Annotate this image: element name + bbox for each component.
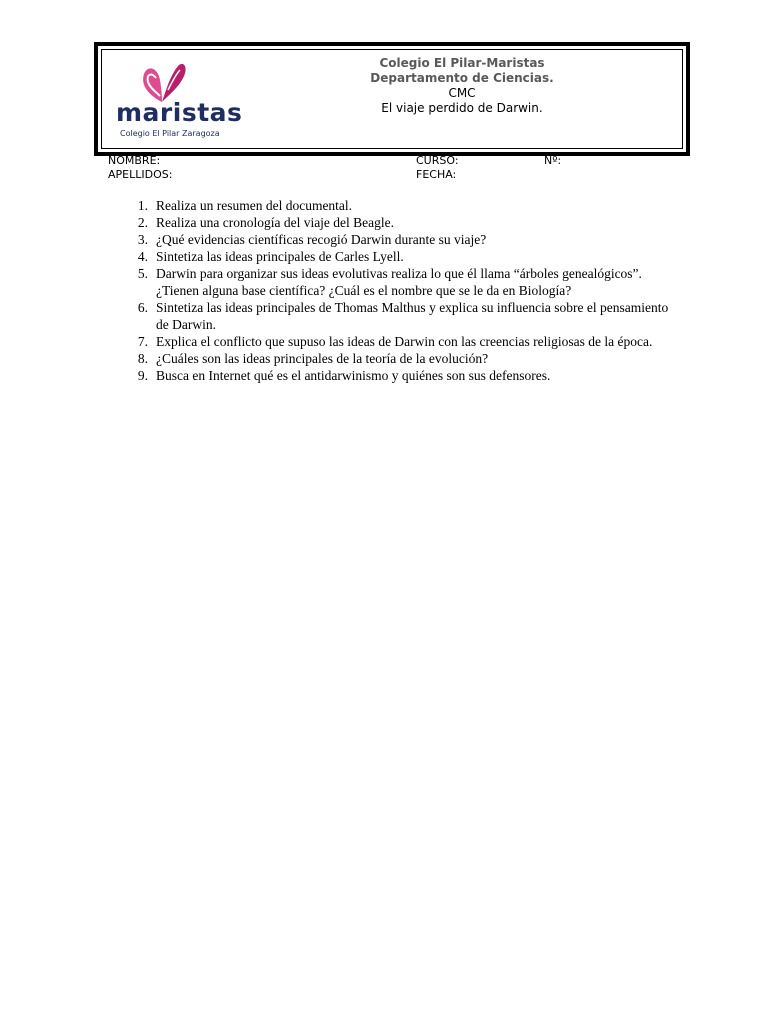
question-text: Sintetiza las ideas principales de Thomas Malthus y explica su influencia sobre el pensamiento de Darwin.	[156, 300, 669, 332]
question-item	[126, 333, 676, 350]
field-curso-label: CURSO:	[416, 154, 459, 167]
logo-wordmark: maristas	[116, 98, 243, 127]
question-text: ¿Cuáles son las ideas principales de la teoría de la evolución?	[156, 351, 489, 366]
question-number: 1.	[137, 198, 148, 213]
question-text: ¿Qué evidencias científicas recogió Darwin durante su viaje?	[156, 232, 487, 247]
question-number: 7.	[137, 334, 148, 349]
question-text: Realiza un resumen del documental.	[156, 198, 353, 213]
question-item	[126, 350, 676, 367]
question-list	[126, 197, 676, 384]
question-text: Explica el conflicto que supuso las ideas de Darwin con las creencias religiosas de la época.	[156, 334, 653, 349]
question-item	[126, 367, 676, 384]
question-number: 2.	[137, 215, 148, 230]
question-number: 8.	[137, 351, 148, 366]
question-number: 9.	[137, 368, 148, 383]
header-box	[94, 42, 690, 156]
question-number: 5.	[137, 266, 148, 281]
question-number: 6.	[137, 300, 148, 315]
header-inner-border	[101, 49, 683, 149]
question-text: Darwin para organizar sus ideas evolutivas realiza lo que él llama “árboles genealógicos”. ¿Tienen alguna base científica? ¿Cuál es el nombre que se le da en Biología?	[156, 266, 642, 298]
logo-subtitle: Colegio El Pilar Zaragoza	[120, 129, 220, 138]
question-number: 4.	[137, 249, 148, 264]
question-number: 3.	[137, 232, 148, 247]
school-name: Colegio El Pilar-Maristas	[379, 56, 545, 70]
question-item	[126, 299, 676, 333]
field-nombre-label: NOMBRE:	[108, 154, 161, 167]
question-item	[126, 197, 676, 214]
field-apellidos-label: APELLIDOS:	[108, 168, 173, 181]
question-text: Busca en Internet qué es el antidarwinismo y quiénes son sus defensores.	[156, 368, 551, 383]
field-numero-label: Nº:	[544, 154, 562, 167]
question-text: Realiza una cronología del viaje del Beagle.	[156, 215, 395, 230]
document-title: El viaje perdido de Darwin.	[381, 101, 543, 115]
department-name: Departamento de Ciencias.	[370, 71, 554, 85]
header-text-block	[332, 56, 592, 116]
question-item	[126, 248, 676, 265]
question-item	[126, 214, 676, 231]
subject-name: CMC	[448, 86, 476, 100]
question-text: Sintetiza las ideas principales de Carles Lyell.	[156, 249, 404, 264]
field-fecha-label: FECHA:	[416, 168, 457, 181]
maristas-logo	[110, 56, 243, 140]
question-item	[126, 231, 676, 248]
question-item	[126, 265, 676, 299]
